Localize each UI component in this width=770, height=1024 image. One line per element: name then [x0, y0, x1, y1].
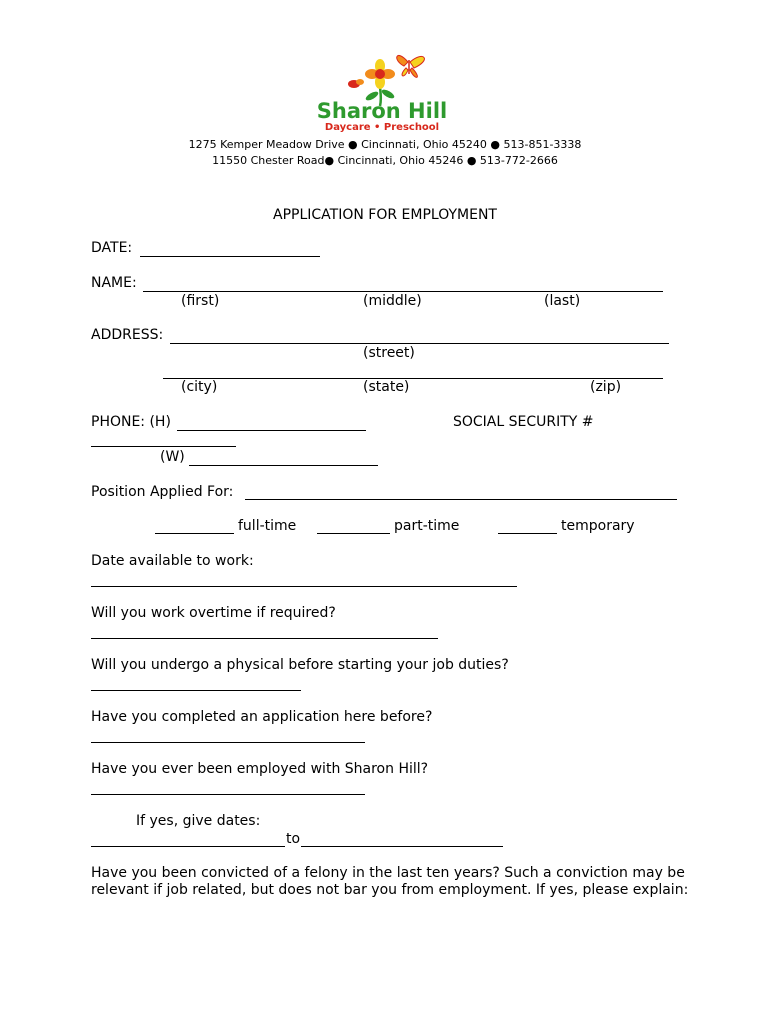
- name-field[interactable]: [143, 291, 663, 292]
- date-label: DATE:: [91, 240, 133, 256]
- street-caption: (street): [363, 345, 415, 361]
- parttime-field[interactable]: [317, 533, 390, 534]
- state-caption: (state): [363, 379, 410, 395]
- position-field[interactable]: [245, 499, 677, 500]
- temporary-field[interactable]: [498, 533, 557, 534]
- dates-to-label: to: [286, 831, 301, 847]
- physical-label: Will you undergo a physical before starting your job duties?: [91, 657, 509, 673]
- parttime-label: part-time: [394, 518, 460, 534]
- ssn-field[interactable]: [91, 446, 236, 447]
- street-field[interactable]: [170, 343, 669, 344]
- fulltime-label: full-time: [238, 518, 297, 534]
- logo-tagline: Daycare • Preschool: [324, 122, 440, 133]
- header-address-1: 1275 Kemper Meadow Drive ● Cincinnati, Ohio 45240 ● 513-851-3338: [188, 138, 582, 151]
- date-available-label: Date available to work:: [91, 553, 254, 569]
- city-state-zip-field[interactable]: [163, 378, 663, 379]
- name-middle-caption: (middle): [363, 293, 422, 309]
- phone-home-field[interactable]: [177, 430, 366, 431]
- applied-before-field[interactable]: [91, 742, 365, 743]
- logo-name: Sharon Hill: [316, 99, 448, 123]
- overtime-field[interactable]: [91, 638, 438, 639]
- felony-question: Have you been convicted of a felony in the last ten years? Such a conviction may be relevant if job related, but does not bar you from employment. If yes, please explain:: [91, 865, 689, 898]
- employed-before-field[interactable]: [91, 794, 365, 795]
- name-first-caption: (first): [181, 293, 220, 309]
- phone-home-label: PHONE: (H): [91, 414, 171, 430]
- ladybug-icon: [348, 79, 364, 88]
- position-label: Position Applied For:: [91, 484, 234, 500]
- applied-before-label: Have you completed an application here before?: [91, 709, 433, 725]
- flower-icon: [365, 59, 395, 89]
- phone-work-label: (W): [160, 449, 185, 465]
- address-label: ADDRESS:: [91, 327, 164, 343]
- form-title: APPLICATION FOR EMPLOYMENT: [273, 207, 497, 223]
- ssn-label: SOCIAL SECURITY #: [453, 414, 594, 430]
- dates-from-field[interactable]: [91, 846, 285, 847]
- date-field[interactable]: [140, 256, 320, 257]
- overtime-label: Will you work overtime if required?: [91, 605, 336, 621]
- city-caption: (city): [181, 379, 218, 395]
- if-yes-label: If yes, give dates:: [136, 813, 261, 829]
- sharon-hill-logo: [296, 44, 468, 134]
- butterfly-icon: [397, 55, 425, 77]
- zip-caption: (zip): [590, 379, 622, 395]
- physical-field[interactable]: [91, 690, 301, 691]
- date-available-field[interactable]: [91, 586, 517, 587]
- fulltime-field[interactable]: [155, 533, 234, 534]
- dates-to-field[interactable]: [301, 846, 503, 847]
- temporary-label: temporary: [561, 518, 635, 534]
- name-label: NAME:: [91, 275, 137, 291]
- header-address-2: 11550 Chester Road● Cincinnati, Ohio 45246 ● 513-772-2666: [212, 154, 558, 167]
- phone-work-field[interactable]: [189, 465, 378, 466]
- name-last-caption: (last): [544, 293, 581, 309]
- employed-before-label: Have you ever been employed with Sharon Hill?: [91, 761, 429, 777]
